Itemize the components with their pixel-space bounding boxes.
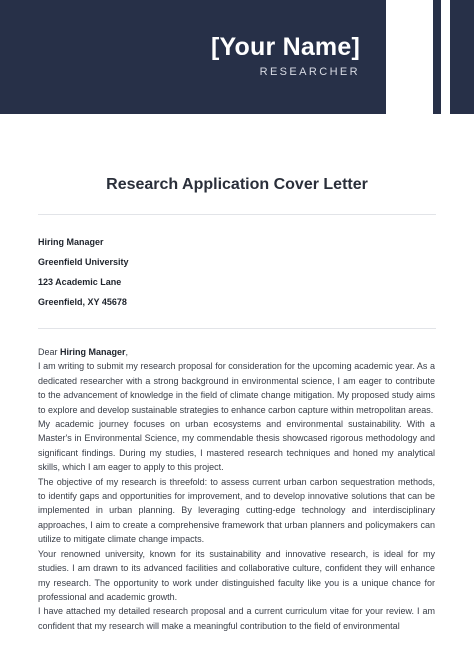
recipient-organization: Greenfield University (38, 257, 129, 267)
document-title: Research Application Cover Letter (106, 176, 368, 193)
recipient-name: Hiring Manager (38, 237, 104, 247)
applicant-role: RESEARCHER (259, 66, 360, 78)
salutation-prefix: Dear (38, 347, 61, 357)
address-divider (38, 328, 436, 329)
salutation-suffix: , (125, 347, 129, 357)
recipient-city: Greenfield, XY 45678 (38, 297, 127, 307)
salutation-name: Hiring Manager (60, 347, 126, 357)
letter-paragraph-background: My academic journey focuses on urban ecosystems and environmental sustainability. With a Master's in Environmental Science, my commendable thesis showcased rigorous methodology and significant findings. During my studies, I mastered research techniques and honed my analytical skills, which I am eager to apply to this project. (38, 419, 435, 473)
letter-paragraph-objective: The objective of my research is threefold: to assess current urban carbon sequestration methods, to identify gaps and opportunities for improvement, and to develop innovative solutions that can be implemented in urban planning. By leveraging cutting-edge technology and interdisciplinary approaches, I aim to create a comprehensive framework that urban planners and policymakers can utilize to mitigate climate change impacts. (38, 476, 435, 545)
recipient-address-block (38, 234, 129, 314)
header-stripe-wide (450, 0, 474, 114)
header-stripe-narrow (433, 0, 441, 114)
letter-paragraph-closing: I have attached my detailed research proposal and a current curriculum vitae for your review. I am confident that my research will make a meaningful contribution to the field of environmental (38, 606, 435, 631)
salutation (38, 345, 435, 359)
title-divider (38, 214, 436, 215)
letter-body (38, 345, 435, 633)
applicant-name: [Your Name] (211, 33, 360, 61)
letter-paragraph-university: Your renowned university, known for its sustainability and innovative research, is ideal for my studies. I am drawn to its advanced facilities and collaborative culture, confident they will enhance my research. The opportunity to work under distinguished faculty like you is a unique chance for professional and academic growth. (38, 548, 435, 602)
letter-paragraph-intro: I am writing to submit my research proposal for consideration for the upcoming academic year. As a dedicated researcher with a strong background in environmental science, I am eager to contribute to the advancement of knowledge in the field of climate change mitigation. My proposed study aims to explore and develop sustainable strategies to enhance carbon capture within metropolitan areas. (38, 361, 435, 415)
recipient-street: 123 Academic Lane (38, 277, 122, 287)
